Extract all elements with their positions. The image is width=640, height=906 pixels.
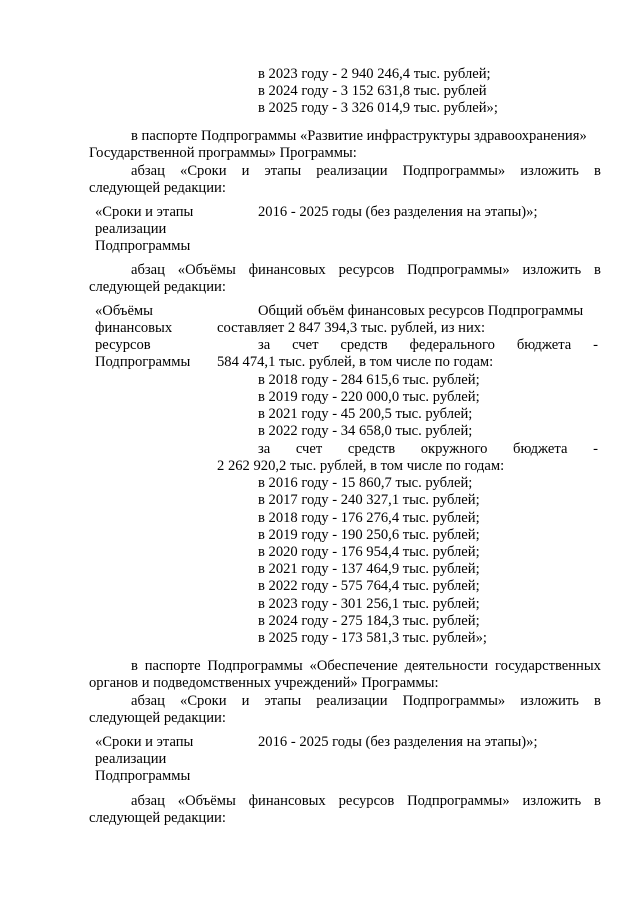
word: и [241, 693, 250, 709]
word: за [258, 441, 271, 457]
word: этапы [264, 163, 302, 179]
s1-intro-line1: в паспорте Подпрограммы «Развитие инфраструктуры здравоохранения» [131, 128, 587, 144]
s2-terms-label-3: Подпрограммы [95, 768, 191, 784]
s1-federal-year: в 2018 году - 284 615,6 тыс. рублей; [258, 372, 480, 388]
word: в [594, 262, 601, 278]
s1-fin-label-1: «Объёмы [95, 303, 153, 319]
s1-district-year: в 2018 году - 176 276,4 тыс. рублей; [258, 510, 480, 526]
s1-district-year: в 2023 году - 301 256,1 тыс. рублей; [258, 596, 480, 612]
word: средств [347, 441, 396, 457]
word: ресурсов [338, 262, 395, 278]
word: в [594, 793, 601, 809]
word: государственных [494, 658, 601, 674]
word: реализации [316, 163, 388, 179]
s1-terms-label-3: Подпрограммы [95, 238, 191, 254]
word: за [258, 337, 271, 353]
s1-district-year: в 2019 году - 190 250,6 тыс. рублей; [258, 527, 480, 543]
s1-federal-line2: 584 474,1 тыс. рублей, в том числе по годам: [217, 354, 494, 370]
s1-federal-year: в 2019 году - 220 000,0 тыс. рублей; [258, 389, 480, 405]
word: финансовых [248, 793, 326, 809]
word: Подпрограммы» [407, 793, 510, 809]
s1-fin-label-4: Подпрограммы [95, 354, 191, 370]
top-line-2024: в 2024 году - 3 152 631,8 тыс. рублей [258, 83, 487, 99]
word: окружного [420, 441, 488, 457]
word: «Обеспечение [309, 658, 398, 674]
s1-abzac-terms-end: следующей редакции: [89, 180, 226, 196]
word: «Сроки [180, 693, 227, 709]
word: деятельности [404, 658, 489, 674]
s1-district-year: в 2025 году - 173 581,3 тыс. рублей»; [258, 630, 487, 646]
word: абзац [131, 693, 165, 709]
s1-fin-total-2: составляет 2 847 394,3 тыс. рублей, из них: [217, 320, 486, 336]
word: изложить [520, 163, 579, 179]
s1-federal-year: в 2021 году - 45 200,5 тыс. рублей; [258, 406, 473, 422]
s1-district-year: в 2016 году - 15 860,7 тыс. рублей; [258, 475, 473, 491]
word: «Сроки [180, 163, 227, 179]
word: в [131, 658, 138, 674]
s1-abzac-fin-end: следующей редакции: [89, 279, 226, 295]
top-line-2023: в 2023 году - 2 940 246,4 тыс. рублей; [258, 66, 491, 82]
word: абзац [131, 262, 165, 278]
word: в [594, 163, 601, 179]
s1-abzac-terms-line [131, 163, 601, 180]
s1-district-line2: 2 262 920,2 тыс. рублей, в том числе по годам: [217, 458, 505, 474]
word: «Объёмы [177, 793, 236, 809]
word: абзац [131, 793, 165, 809]
word: паспорте [144, 658, 201, 674]
s1-district-line [258, 441, 598, 458]
s1-federal-year: в 2022 году - 34 658,0 тыс. рублей; [258, 423, 473, 439]
s1-district-year: в 2017 году - 240 327,1 тыс. рублей; [258, 492, 480, 508]
word: ресурсов [338, 793, 395, 809]
top-line-2025: в 2025 году - 3 326 014,9 тыс. рублей»; [258, 100, 498, 116]
s1-federal-line [258, 337, 598, 354]
word: финансовых [248, 262, 326, 278]
s1-district-year: в 2024 году - 275 184,3 тыс. рублей; [258, 613, 480, 629]
word: бюджета [516, 337, 572, 353]
word: Подпрограммы [207, 658, 303, 674]
s2-abzac-terms-end: следующей редакции: [89, 710, 226, 726]
s2-terms-value: 2016 - 2025 годы (без разделения на этапы)»; [258, 734, 538, 750]
s1-district-year: в 2022 году - 575 764,4 тыс. рублей; [258, 578, 480, 594]
word: изложить [522, 793, 582, 809]
word: «Объёмы [177, 262, 236, 278]
word: Подпрограммы» [407, 262, 510, 278]
s1-terms-value: 2016 - 2025 годы (без разделения на этапы)»; [258, 204, 538, 220]
word: счет [292, 337, 319, 353]
word: - [593, 337, 598, 353]
word: Подпрограммы» [402, 693, 506, 709]
s1-district-year: в 2020 году - 176 954,4 тыс. рублей; [258, 544, 480, 560]
word: средств [340, 337, 388, 353]
s2-terms-label-1: «Сроки и этапы [95, 734, 194, 750]
word: - [593, 441, 598, 457]
s1-fin-label-2: финансовых [95, 320, 173, 336]
s1-abzac-fin-line [131, 262, 601, 279]
s2-intro-line2: органов и подведомственных учреждений» Программы: [89, 675, 439, 691]
word: Подпрограммы» [402, 163, 506, 179]
word: бюджета [513, 441, 568, 457]
s2-terms-label-2: реализации [95, 751, 167, 767]
word: изложить [520, 693, 579, 709]
s2-abzac-fin-end: следующей редакции: [89, 810, 226, 826]
word: в [594, 693, 601, 709]
s1-terms-label-2: реализации [95, 221, 167, 237]
s2-intro-line1 [131, 658, 601, 675]
word: этапы [264, 693, 302, 709]
word: реализации [316, 693, 388, 709]
word: абзац [131, 163, 165, 179]
word: и [241, 163, 250, 179]
word: счет [295, 441, 323, 457]
s1-intro-line2: Государственной программы» Программы: [89, 145, 357, 161]
word: федерального [409, 337, 495, 353]
s2-abzac-terms-line [131, 693, 601, 710]
s1-fin-label-3: ресурсов [95, 337, 151, 353]
word: изложить [522, 262, 582, 278]
s1-fin-total-1: Общий объём финансовых ресурсов Подпрограммы [258, 303, 584, 319]
s2-abzac-fin-line [131, 793, 601, 810]
s1-terms-label-1: «Сроки и этапы [95, 204, 194, 220]
s1-district-year: в 2021 году - 137 464,9 тыс. рублей; [258, 561, 480, 577]
